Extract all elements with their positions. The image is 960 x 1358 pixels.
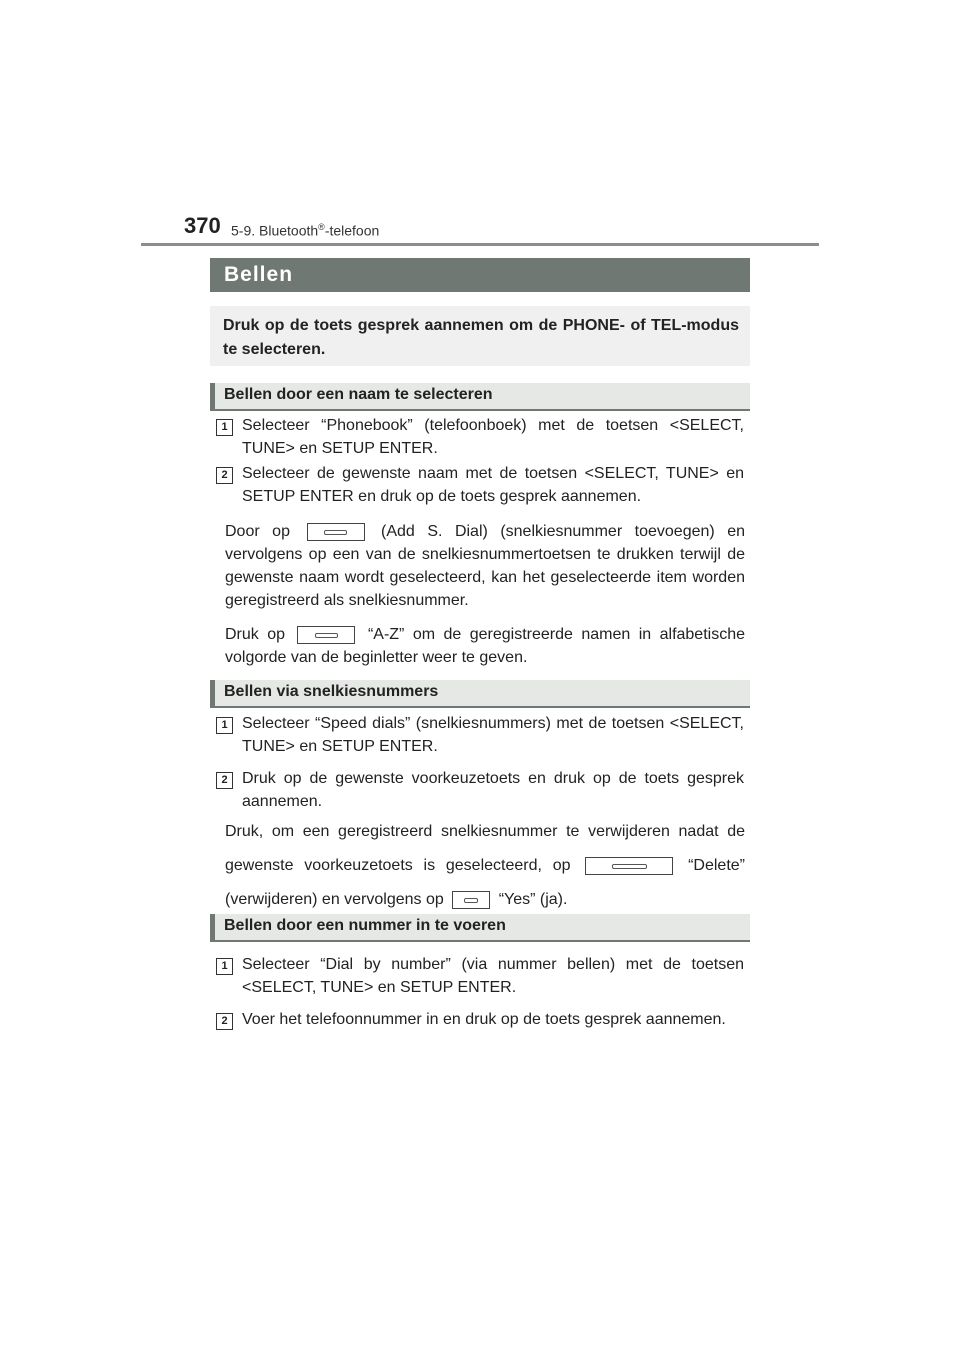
step-text: Druk op de gewenste voorkeuzetoets en druk op de toets gesprek aannemen. — [242, 770, 744, 810]
intro-box — [210, 306, 750, 366]
section-suffix: -telefoon — [324, 222, 380, 239]
note-text: Druk, om een geregistreerd snelkiesnummer te verwijderen nadat de gewenste voorkeuzetoets is geselecteerd, op — [225, 823, 745, 874]
header-rule — [141, 243, 819, 246]
subheading-text: Bellen via snelkiesnummers — [224, 683, 439, 700]
intro-text: Druk op de toets gesprek aannemen om de PHONE- of TEL-modus te selecteren. — [223, 317, 739, 358]
page-number: 370 — [184, 213, 221, 238]
screen-button-icon — [307, 523, 365, 541]
note-text: “A-Z” om de geregistreerde namen in alfabetische volgorde van de beginletter weer te geven. — [225, 626, 745, 666]
step-number: 1 — [216, 717, 233, 734]
subheading-text: Bellen door een naam te selecteren — [224, 386, 493, 403]
step-text: Selecteer “Speed dials” (snelkiesnummers) met de toetsen <SELECT, TUNE> en SETUP ENTER. — [242, 715, 744, 755]
step-text: Selecteer “Dial by number” (via nummer bellen) met de toetsen <SELECT, TUNE> en SETUP ENTER. — [242, 956, 744, 996]
note-delete-speed-dial — [225, 815, 745, 917]
note-add-speed-dial — [225, 520, 745, 612]
screen-button-icon — [585, 857, 673, 875]
step-number: 2 — [216, 772, 233, 789]
note-text: (Add S. Dial) (snelkiesnummer toevoegen) en vervolgens op een van de snelkiesnummertoetsen te drukken terwijl de gewenste naam wordt geselecteerd, kan het geselecteerde item worden geregistreerd als snelkiesnummer. — [225, 523, 746, 609]
step-text: Voer het telefoonnummer in en druk op de toets gesprek aannemen. — [242, 1011, 726, 1028]
step-number: 1 — [216, 958, 233, 975]
note-text: “Delete” (verwijderen) en vervolgens op — [225, 857, 745, 908]
note-a-z — [225, 623, 745, 669]
step-number: 2 — [216, 467, 233, 484]
subheading-by-number — [210, 914, 750, 942]
registered-mark: ® — [318, 222, 325, 232]
screen-button-icon — [297, 626, 355, 644]
section-prefix: 5-9. Bluetooth — [231, 222, 319, 239]
step-number: 2 — [216, 1013, 233, 1030]
page-title: Bellen — [224, 263, 294, 286]
note-text: Druk op — [225, 626, 286, 643]
step-number: 1 — [216, 419, 233, 436]
subheading-by-name — [210, 383, 750, 411]
note-text: Door op — [225, 523, 290, 540]
subheading-text: Bellen door een nummer in te voeren — [224, 917, 506, 934]
step-text: Selecteer “Phonebook” (telefoonboek) met de toetsen <SELECT, TUNE> en SETUP ENTER. — [242, 417, 744, 457]
note-text: “Yes” (ja). — [498, 891, 568, 908]
title-bar — [210, 258, 750, 292]
step-text: Selecteer de gewenste naam met de toetsen <SELECT, TUNE> en SETUP ENTER en druk op de toets gesprek aannemen. — [242, 465, 744, 505]
subheading-speed-dials — [210, 680, 750, 708]
section-title — [231, 222, 379, 239]
screen-button-icon — [452, 891, 490, 909]
